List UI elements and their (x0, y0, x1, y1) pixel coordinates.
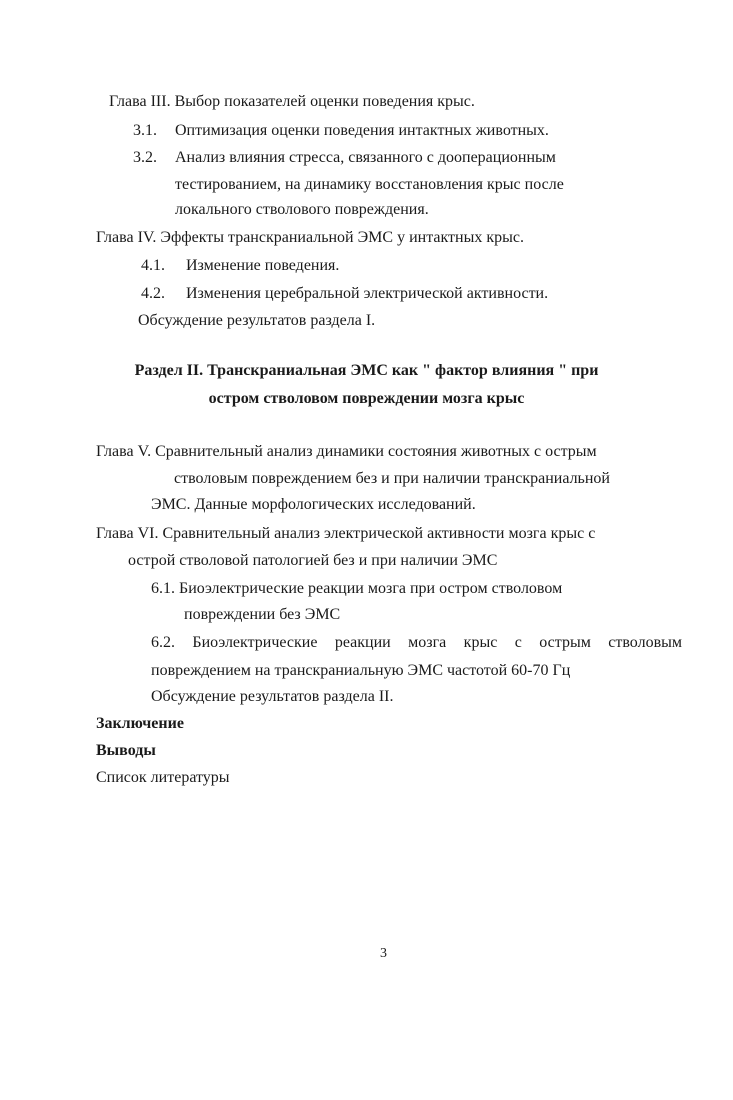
section-2-heading-line2: остром стволовом повреждении мозга крыс (208, 390, 525, 407)
chapter-6-title-cont: острой стволовой патологией без и при наличии ЭМС (128, 552, 498, 569)
toc-item-6-1: 6.1. Биоэлектрические реакции мозга при остром стволовом (151, 580, 563, 597)
toc-item-3-1 (133, 121, 549, 141)
toc-references: Список литературы (96, 769, 230, 786)
item-number: 3.1. (133, 122, 157, 139)
toc-item-6-2: 6.2. Биоэлектрические реакции мозга крыс с острым стволовым (151, 634, 682, 651)
item-number: 4.2. (141, 285, 165, 302)
chapter-5-title-cont: ЭМС. Данные морфологических исследований. (151, 496, 476, 513)
chapter-5-title-cont: стволовым повреждением без и при наличии транскраниальной (174, 470, 610, 487)
item-text: Изменения церебральной электрической активности. (186, 285, 549, 302)
toc-item-6-2-cont: повреждением на транскраниальную ЭМС частотой 60-70 Гц (151, 662, 571, 679)
item-text: Оптимизация оценки поведения интактных животных. (175, 122, 549, 139)
item-text: Изменение поведения. (186, 257, 340, 274)
toc-item-3-2-cont: локального стволового повреждения. (175, 201, 429, 218)
item-number: 4.1. (141, 257, 165, 274)
page-number: 3 (380, 946, 387, 961)
item-text: Анализ влияния стресса, связанного с дооперационным (175, 149, 556, 166)
toc-item-4-2 (141, 284, 548, 304)
chapter-3-title: Глава III. Выбор показателей оценки поведения крыс. (109, 93, 475, 110)
toc-item-6-1-cont: повреждении без ЭМС (184, 606, 341, 623)
chapter-6-discussion: Обсуждение результатов раздела II. (151, 688, 394, 705)
chapter-6-title: Глава VI. Сравнительный анализ электрической активности мозга крыс с (96, 525, 596, 542)
chapter-4-title: Глава IV. Эффекты транскраниальной ЭМС у интактных крыс. (96, 229, 524, 246)
item-number: 3.2. (133, 149, 157, 166)
chapter-5-title: Глава V. Сравнительный анализ динамики состояния животных с острым (96, 443, 597, 460)
toc-item-4-1 (141, 256, 339, 276)
toc-conclusion: Заключение (96, 715, 184, 732)
toc-item-3-2-cont: тестированием, на динамику восстановления крыс после (175, 176, 564, 193)
chapter-4-discussion: Обсуждение результатов раздела I. (138, 312, 376, 329)
toc-item-3-2 (133, 148, 556, 168)
toc-findings: Выводы (96, 742, 156, 759)
section-2-heading-line1: Раздел II. Транскраниальная ЭМС как " фактор влияния " при (134, 362, 599, 379)
